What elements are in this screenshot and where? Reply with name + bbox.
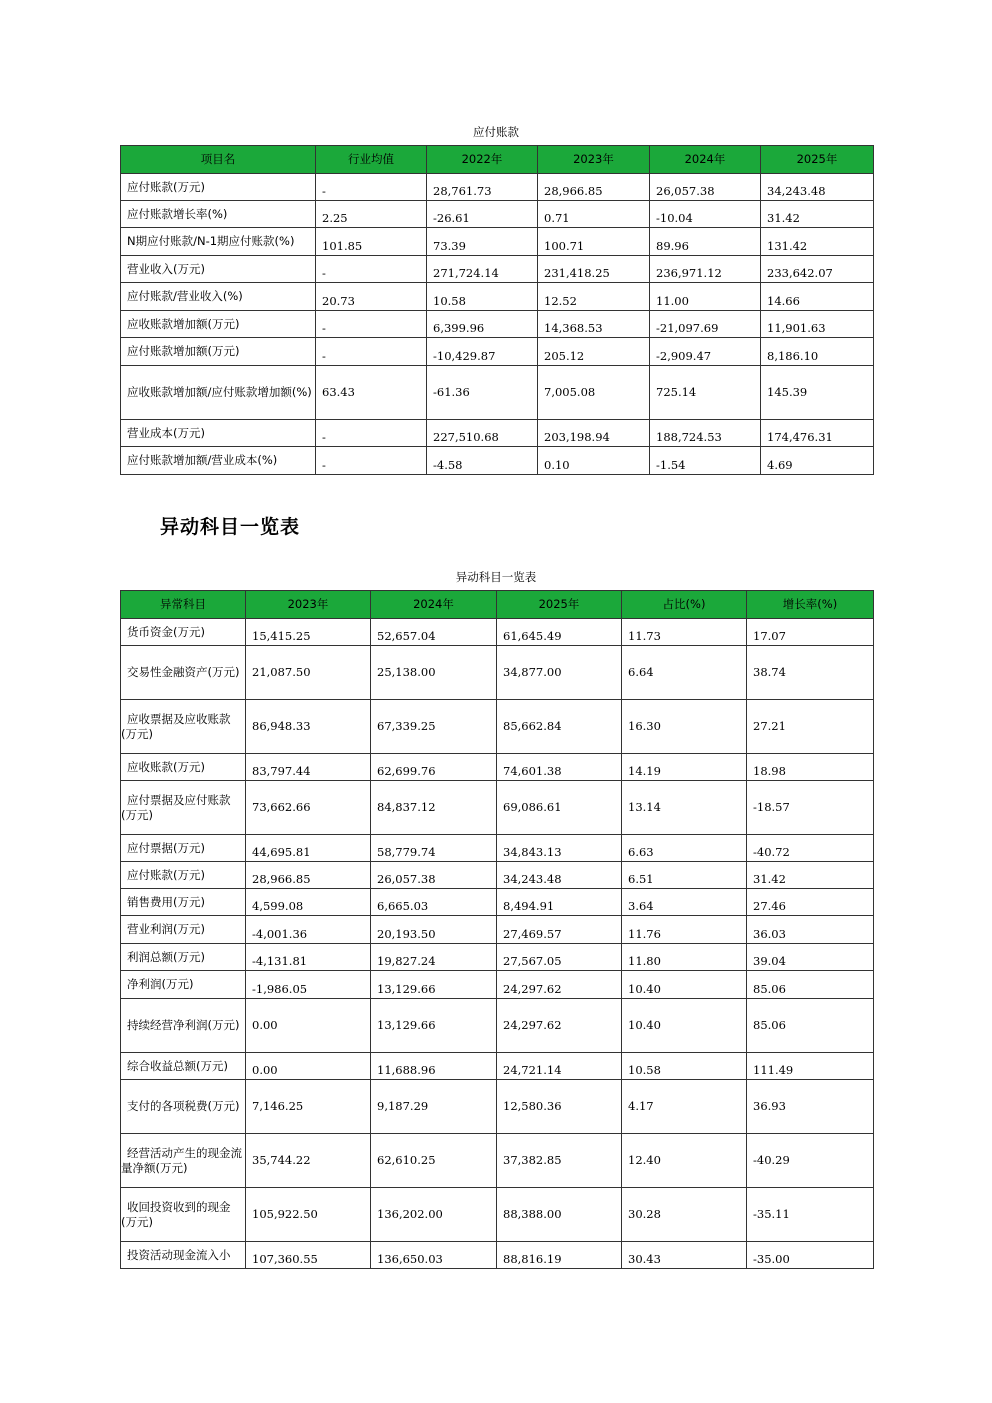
table-cell: 236,971.12 bbox=[650, 256, 761, 283]
table-cell: 11.73 bbox=[622, 619, 747, 646]
table-row bbox=[121, 447, 874, 475]
table-row bbox=[121, 201, 874, 228]
table-cell: 100.71 bbox=[538, 228, 650, 256]
table-cell: 85.06 bbox=[747, 971, 874, 999]
table-cell: 52,657.04 bbox=[371, 619, 497, 646]
table-row bbox=[121, 700, 874, 754]
table-cell: 4,599.08 bbox=[246, 889, 371, 916]
column-header: 项目名 bbox=[121, 146, 316, 174]
table-cell: 12.52 bbox=[538, 283, 650, 311]
table-cell: 15,415.25 bbox=[246, 619, 371, 646]
table-cell: 0.00 bbox=[246, 1053, 371, 1080]
table-cell: 8,494.91 bbox=[497, 889, 622, 916]
table-cell: 10.40 bbox=[622, 999, 747, 1053]
table-cell: -61.36 bbox=[427, 366, 538, 420]
row-label: 应付票据及应付账款(万元) bbox=[121, 781, 246, 835]
table-cell: 58,779.74 bbox=[371, 835, 497, 862]
row-label: 收回投资收到的现金(万元) bbox=[121, 1188, 246, 1242]
table-row bbox=[121, 862, 874, 889]
table-cell: -21,097.69 bbox=[650, 311, 761, 338]
table-cell: -2,909.47 bbox=[650, 338, 761, 366]
table-row bbox=[121, 999, 874, 1053]
table-cell: 6.51 bbox=[622, 862, 747, 889]
table-cell: 136,202.00 bbox=[371, 1188, 497, 1242]
table-cell: 26,057.38 bbox=[650, 174, 761, 201]
table-cell: 107,360.55 bbox=[246, 1242, 371, 1269]
table-cell: 11.00 bbox=[650, 283, 761, 311]
table-row bbox=[121, 781, 874, 835]
table-cell: 39.04 bbox=[747, 944, 874, 971]
table-row bbox=[121, 311, 874, 338]
row-label: 应收账款(万元) bbox=[121, 754, 246, 781]
table-cell: 9,187.29 bbox=[371, 1080, 497, 1134]
table-cell: -35.11 bbox=[747, 1188, 874, 1242]
table-row bbox=[121, 835, 874, 862]
row-label: 应收票据及应收账款(万元) bbox=[121, 700, 246, 754]
table-cell: 2.25 bbox=[316, 201, 427, 228]
row-label: 营业收入(万元) bbox=[121, 256, 316, 283]
column-header: 2024年 bbox=[371, 591, 497, 619]
table-cell: - bbox=[316, 174, 427, 201]
table-cell: 12.40 bbox=[622, 1134, 747, 1188]
table-row bbox=[121, 971, 874, 999]
table-cell: -35.00 bbox=[747, 1242, 874, 1269]
table-cell: 84,837.12 bbox=[371, 781, 497, 835]
table-cell: 34,877.00 bbox=[497, 646, 622, 700]
table-cell: -4,001.36 bbox=[246, 916, 371, 944]
table-cell: 10.58 bbox=[622, 1053, 747, 1080]
row-label: 应付账款增加额(万元) bbox=[121, 338, 316, 366]
table-cell: 8,186.10 bbox=[761, 338, 874, 366]
row-label: 应付账款(万元) bbox=[121, 862, 246, 889]
table-cell: 11,901.63 bbox=[761, 311, 874, 338]
table-cell: - bbox=[316, 311, 427, 338]
table-cell: - bbox=[316, 420, 427, 447]
table-cell: 227,510.68 bbox=[427, 420, 538, 447]
table-cell: 6.64 bbox=[622, 646, 747, 700]
table-cell: 0.10 bbox=[538, 447, 650, 475]
table-row bbox=[121, 646, 874, 700]
table-cell: 14.19 bbox=[622, 754, 747, 781]
table-cell: 61,645.49 bbox=[497, 619, 622, 646]
table-cell: 13.14 bbox=[622, 781, 747, 835]
table-cell: 31.42 bbox=[761, 201, 874, 228]
table-cell: 62,699.76 bbox=[371, 754, 497, 781]
table-cell: 34,243.48 bbox=[761, 174, 874, 201]
table-cell: 36.03 bbox=[747, 916, 874, 944]
row-label: 营业利润(万元) bbox=[121, 916, 246, 944]
table-row bbox=[121, 619, 874, 646]
table-cell: 6.63 bbox=[622, 835, 747, 862]
table-cell: 88,388.00 bbox=[497, 1188, 622, 1242]
table-cell: 12,580.36 bbox=[497, 1080, 622, 1134]
table-cell: 27.46 bbox=[747, 889, 874, 916]
table-row bbox=[121, 1134, 874, 1188]
table-cell: 27,469.57 bbox=[497, 916, 622, 944]
table-cell: 174,476.31 bbox=[761, 420, 874, 447]
table-cell: 36.93 bbox=[747, 1080, 874, 1134]
column-header: 2023年 bbox=[538, 146, 650, 174]
column-header: 异常科目 bbox=[121, 591, 246, 619]
table-cell: 27,567.05 bbox=[497, 944, 622, 971]
table-row bbox=[121, 338, 874, 366]
table-cell: 14.66 bbox=[761, 283, 874, 311]
column-header: 行业均值 bbox=[316, 146, 427, 174]
row-label: 经营活动产生的现金流量净额(万元) bbox=[121, 1134, 246, 1188]
table-cell: 203,198.94 bbox=[538, 420, 650, 447]
table-cell: 11.76 bbox=[622, 916, 747, 944]
table-cell: 13,129.66 bbox=[371, 971, 497, 999]
row-label: 投资活动现金流入小 bbox=[121, 1242, 246, 1269]
table-cell: 20,193.50 bbox=[371, 916, 497, 944]
abnormal-items-table bbox=[120, 590, 874, 1269]
table-cell: 44,695.81 bbox=[246, 835, 371, 862]
table-cell: -18.57 bbox=[747, 781, 874, 835]
table-row bbox=[121, 256, 874, 283]
table-cell: 0.00 bbox=[246, 999, 371, 1053]
table-cell: 6,399.96 bbox=[427, 311, 538, 338]
table-cell: 19,827.24 bbox=[371, 944, 497, 971]
table-row bbox=[121, 174, 874, 201]
table-cell: 24,297.62 bbox=[497, 999, 622, 1053]
table-cell: 83,797.44 bbox=[246, 754, 371, 781]
table-row bbox=[121, 754, 874, 781]
table-cell: 85,662.84 bbox=[497, 700, 622, 754]
row-label: 应付账款/营业收入(%) bbox=[121, 283, 316, 311]
table-cell: 28,966.85 bbox=[538, 174, 650, 201]
table-cell: 73,662.66 bbox=[246, 781, 371, 835]
table-cell: 21,087.50 bbox=[246, 646, 371, 700]
row-label: 应收账款增加额(万元) bbox=[121, 311, 316, 338]
table-cell: 4.17 bbox=[622, 1080, 747, 1134]
column-header: 2025年 bbox=[761, 146, 874, 174]
table-cell: -4.58 bbox=[427, 447, 538, 475]
table1-caption: 应付账款 bbox=[473, 125, 519, 139]
table-row bbox=[121, 889, 874, 916]
row-label: 营业成本(万元) bbox=[121, 420, 316, 447]
table-cell: 11.80 bbox=[622, 944, 747, 971]
table-cell: 30.43 bbox=[622, 1242, 747, 1269]
table-cell: 6,665.03 bbox=[371, 889, 497, 916]
table-cell: -10,429.87 bbox=[427, 338, 538, 366]
row-label: 应付账款增长率(%) bbox=[121, 201, 316, 228]
row-label: 应付票据(万元) bbox=[121, 835, 246, 862]
table-cell: -10.04 bbox=[650, 201, 761, 228]
table-cell: 271,724.14 bbox=[427, 256, 538, 283]
table-cell: 74,601.38 bbox=[497, 754, 622, 781]
table-cell: 4.69 bbox=[761, 447, 874, 475]
row-label: 利润总额(万元) bbox=[121, 944, 246, 971]
table-header-row bbox=[121, 146, 874, 174]
table-cell: 34,243.48 bbox=[497, 862, 622, 889]
table-cell: 10.58 bbox=[427, 283, 538, 311]
table-cell: 18.98 bbox=[747, 754, 874, 781]
table-cell: 231,418.25 bbox=[538, 256, 650, 283]
table-cell: 73.39 bbox=[427, 228, 538, 256]
row-label: 持续经营净利润(万元) bbox=[121, 999, 246, 1053]
table-cell: 145.39 bbox=[761, 366, 874, 420]
table-cell: 63.43 bbox=[316, 366, 427, 420]
table-cell: 85.06 bbox=[747, 999, 874, 1053]
table-cell: - bbox=[316, 256, 427, 283]
table-cell: 13,129.66 bbox=[371, 999, 497, 1053]
table-row bbox=[121, 1188, 874, 1242]
table-row bbox=[121, 1053, 874, 1080]
table-cell: 101.85 bbox=[316, 228, 427, 256]
table-row bbox=[121, 228, 874, 256]
table-cell: 111.49 bbox=[747, 1053, 874, 1080]
table-cell: 7,005.08 bbox=[538, 366, 650, 420]
table-cell: 69,086.61 bbox=[497, 781, 622, 835]
table-row bbox=[121, 916, 874, 944]
section-heading: 异动科目一览表 bbox=[160, 516, 301, 538]
table-row bbox=[121, 420, 874, 447]
table-cell: 88,816.19 bbox=[497, 1242, 622, 1269]
row-label: 应收账款增加额/应付账款增加额(%) bbox=[121, 366, 316, 420]
table-cell: 27.21 bbox=[747, 700, 874, 754]
table-cell: 14,368.53 bbox=[538, 311, 650, 338]
row-label: 货币资金(万元) bbox=[121, 619, 246, 646]
table-cell: -26.61 bbox=[427, 201, 538, 228]
column-header: 2023年 bbox=[246, 591, 371, 619]
table-cell: 30.28 bbox=[622, 1188, 747, 1242]
table-cell: 3.64 bbox=[622, 889, 747, 916]
table-cell: 31.42 bbox=[747, 862, 874, 889]
table-cell: -1.54 bbox=[650, 447, 761, 475]
table-cell: 10.40 bbox=[622, 971, 747, 999]
table-cell: 188,724.53 bbox=[650, 420, 761, 447]
row-label: 应付账款(万元) bbox=[121, 174, 316, 201]
table-cell: 20.73 bbox=[316, 283, 427, 311]
table-cell: 38.74 bbox=[747, 646, 874, 700]
table-cell: 67,339.25 bbox=[371, 700, 497, 754]
table-cell: 233,642.07 bbox=[761, 256, 874, 283]
table-row bbox=[121, 366, 874, 420]
table-cell: -40.72 bbox=[747, 835, 874, 862]
column-header: 2025年 bbox=[497, 591, 622, 619]
column-header: 增长率(%) bbox=[747, 591, 874, 619]
table-cell: 7,146.25 bbox=[246, 1080, 371, 1134]
table-cell: 16.30 bbox=[622, 700, 747, 754]
table-header-row bbox=[121, 591, 874, 619]
table-cell: 725.14 bbox=[650, 366, 761, 420]
table-cell: - bbox=[316, 447, 427, 475]
table-cell: 11,688.96 bbox=[371, 1053, 497, 1080]
table-cell: 205.12 bbox=[538, 338, 650, 366]
row-label: 支付的各项税费(万元) bbox=[121, 1080, 246, 1134]
table-row bbox=[121, 1080, 874, 1134]
table-cell: 136,650.03 bbox=[371, 1242, 497, 1269]
table-cell: -1,986.05 bbox=[246, 971, 371, 999]
table-cell: 24,297.62 bbox=[497, 971, 622, 999]
table-row bbox=[121, 944, 874, 971]
table-cell: -40.29 bbox=[747, 1134, 874, 1188]
column-header: 2024年 bbox=[650, 146, 761, 174]
table-cell: 105,922.50 bbox=[246, 1188, 371, 1242]
table-cell: 34,843.13 bbox=[497, 835, 622, 862]
column-header: 2022年 bbox=[427, 146, 538, 174]
table-cell: 26,057.38 bbox=[371, 862, 497, 889]
row-label: N期应付账款/N-1期应付账款(%) bbox=[121, 228, 316, 256]
column-header: 占比(%) bbox=[622, 591, 747, 619]
table-cell: 28,966.85 bbox=[246, 862, 371, 889]
table-cell: 28,761.73 bbox=[427, 174, 538, 201]
table-cell: 62,610.25 bbox=[371, 1134, 497, 1188]
table-cell: 89.96 bbox=[650, 228, 761, 256]
table-cell: 35,744.22 bbox=[246, 1134, 371, 1188]
row-label: 应付账款增加额/营业成本(%) bbox=[121, 447, 316, 475]
table-cell: 25,138.00 bbox=[371, 646, 497, 700]
row-label: 销售费用(万元) bbox=[121, 889, 246, 916]
table-cell: 37,382.85 bbox=[497, 1134, 622, 1188]
table2-caption: 异动科目一览表 bbox=[455, 570, 537, 584]
table-cell: - bbox=[316, 338, 427, 366]
table-cell: 86,948.33 bbox=[246, 700, 371, 754]
row-label: 综合收益总额(万元) bbox=[121, 1053, 246, 1080]
table-row bbox=[121, 1242, 874, 1269]
row-label: 交易性金融资产(万元) bbox=[121, 646, 246, 700]
payables-table bbox=[120, 145, 874, 475]
table-cell: 24,721.14 bbox=[497, 1053, 622, 1080]
table-row bbox=[121, 283, 874, 311]
row-label: 净利润(万元) bbox=[121, 971, 246, 999]
table-cell: 131.42 bbox=[761, 228, 874, 256]
table-cell: 17.07 bbox=[747, 619, 874, 646]
table-cell: 0.71 bbox=[538, 201, 650, 228]
table-cell: -4,131.81 bbox=[246, 944, 371, 971]
